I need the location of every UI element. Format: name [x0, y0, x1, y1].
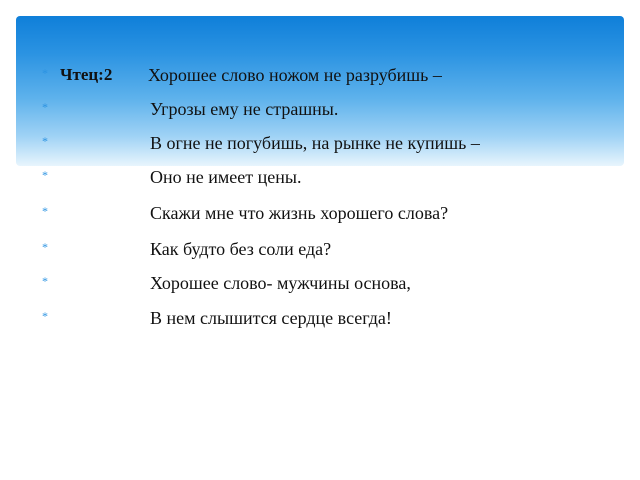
bullet-icon: * [42, 309, 48, 323]
poem-line-text: Хорошее слово ножом не разрубишь – [148, 65, 442, 85]
bullet-icon: * [42, 204, 48, 218]
poem-line-text: Оно не имеет цены. [150, 167, 302, 187]
bullet-icon: * [42, 66, 48, 80]
bullet-icon: * [42, 134, 48, 148]
poem-line-text: В нем слышится сердце всегда! [150, 308, 392, 328]
bullet-icon: * [42, 274, 48, 288]
poem-line-text: В огне не погубишь, на рынке не купишь – [150, 133, 480, 153]
poem-line-text: Как будто без соли еда? [150, 239, 332, 259]
bullet-icon: * [42, 240, 48, 254]
bullet-icon: * [42, 100, 48, 114]
poem-line-text: Угрозы ему не страшны. [150, 99, 339, 119]
speaker-label: Чтец:2 [60, 65, 113, 84]
poem-line-text: Скажи мне что жизнь хорошего слова? [150, 203, 449, 223]
bullet-icon: * [42, 168, 48, 182]
poem-line-text: Хорошее слово- мужчины основа, [150, 273, 411, 293]
